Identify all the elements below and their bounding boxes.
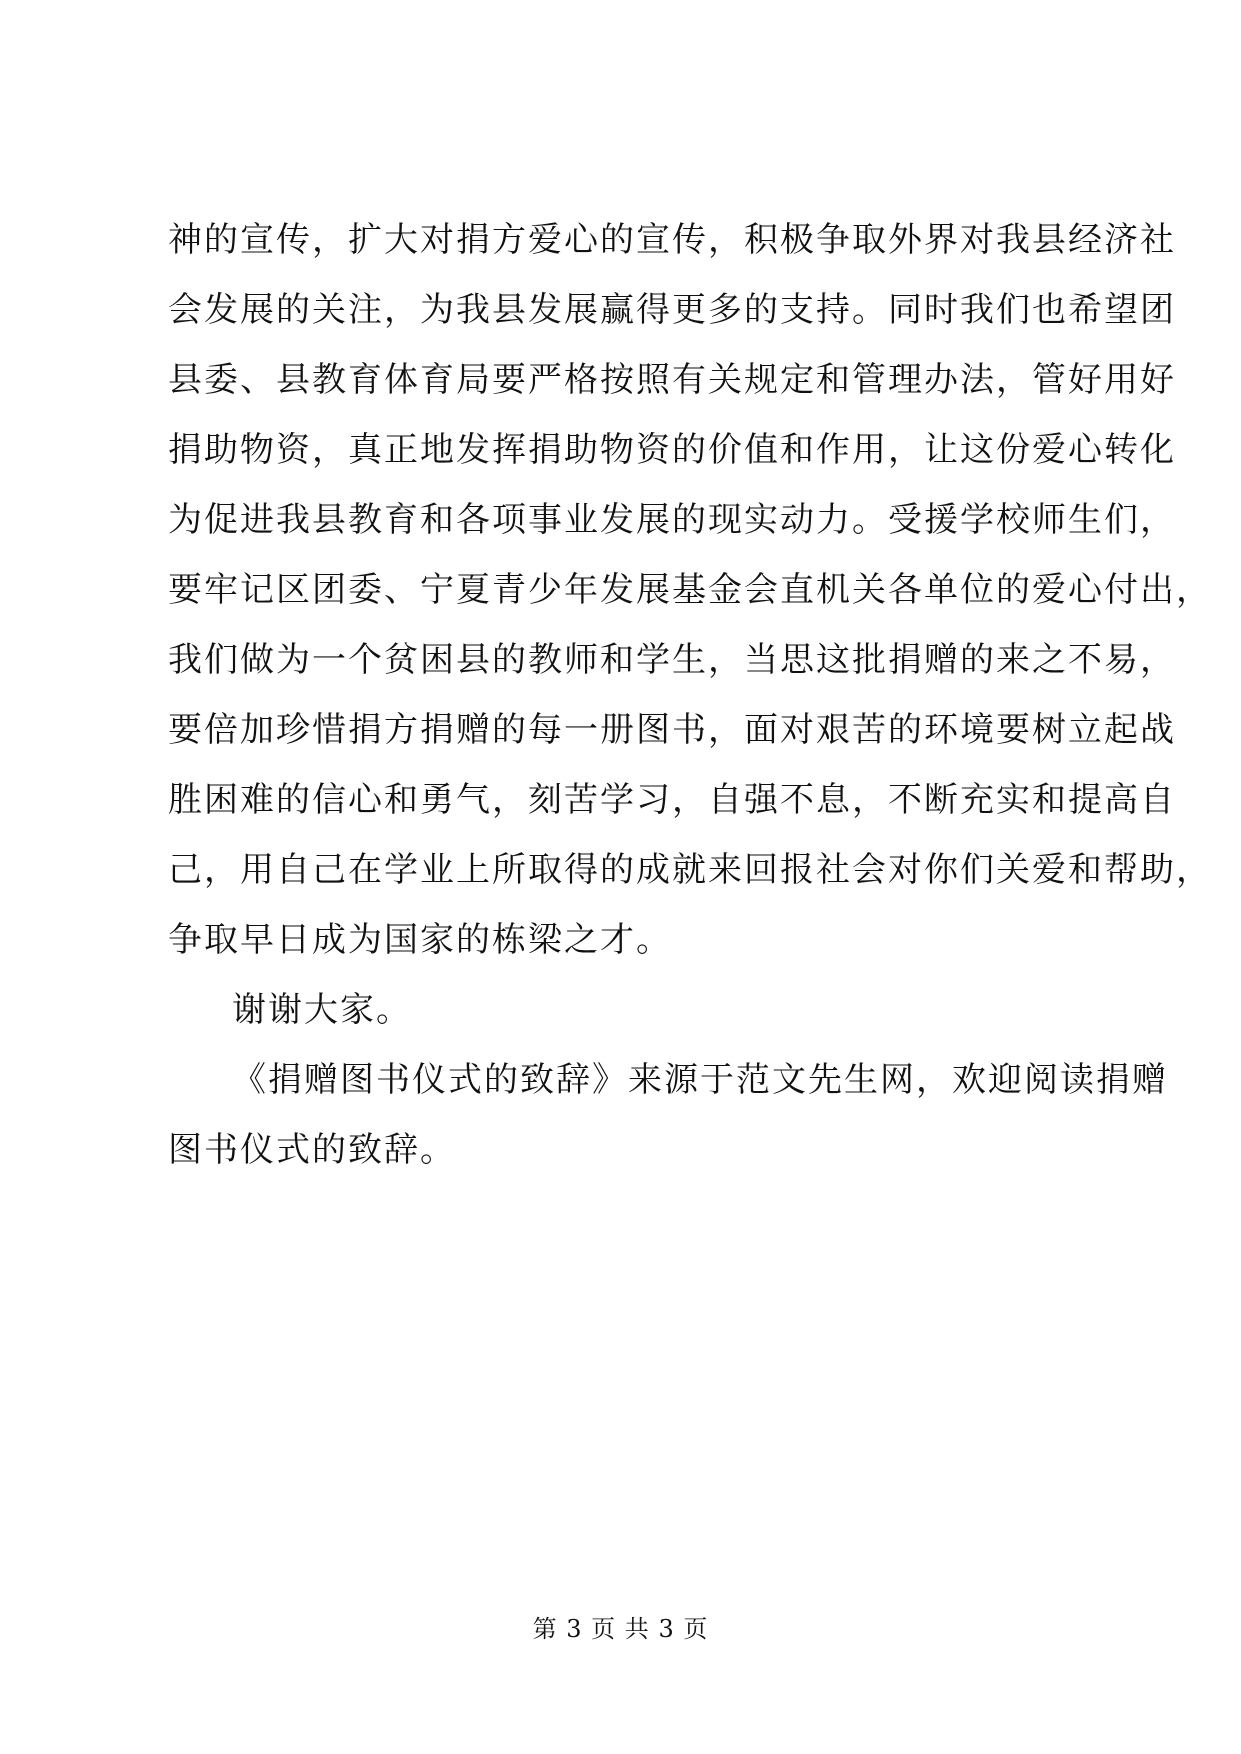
- text-line: 争取早日成为国家的栋梁之才。: [168, 920, 672, 960]
- text-line: 为促进我县教育和各项事业发展的现实动力。受援学校师生们，: [168, 500, 1176, 540]
- document-body: [168, 205, 1212, 1185]
- text-line: 我们做为一个贫困县的教师和学生，当思这批捐赠的来之不易，: [168, 640, 1176, 680]
- source-note-line: 《捐赠图书仪式的致辞》来源于范文先生网，欢迎阅读捐赠: [232, 1060, 1168, 1100]
- text-line: 县委、县教育体育局要严格按照有关规定和管理办法，管好用好: [168, 360, 1176, 400]
- page-number: 第 3 页 共 3 页: [532, 1615, 709, 1643]
- text-line: 胜困难的信心和勇气，刻苦学习，自强不息，不断充实和提高自: [168, 780, 1176, 820]
- text-line: 捐助物资，真正地发挥捐助物资的价值和作用，让这份爱心转化: [168, 430, 1176, 470]
- text-line: 会发展的关注，为我县发展赢得更多的支持。同时我们也希望团: [168, 290, 1176, 330]
- page-footer: [0, 1614, 1241, 1644]
- text-line: 要倍加珍惜捐方捐赠的每一册图书，面对艰苦的环境要树立起战: [168, 710, 1176, 750]
- text-line: 要牢记区团委、宁夏青少年发展基金会直机关各单位的爱心付出，: [168, 570, 1212, 610]
- closing-line: 谢谢大家。: [232, 990, 412, 1030]
- text-line: 己，用自己在学业上所取得的成就来回报社会对你们关爱和帮助，: [168, 850, 1212, 890]
- text-line: 神的宣传，扩大对捐方爱心的宣传，积极争取外界对我县经济社: [168, 220, 1176, 260]
- source-note-line: 图书仪式的致辞。: [168, 1130, 456, 1170]
